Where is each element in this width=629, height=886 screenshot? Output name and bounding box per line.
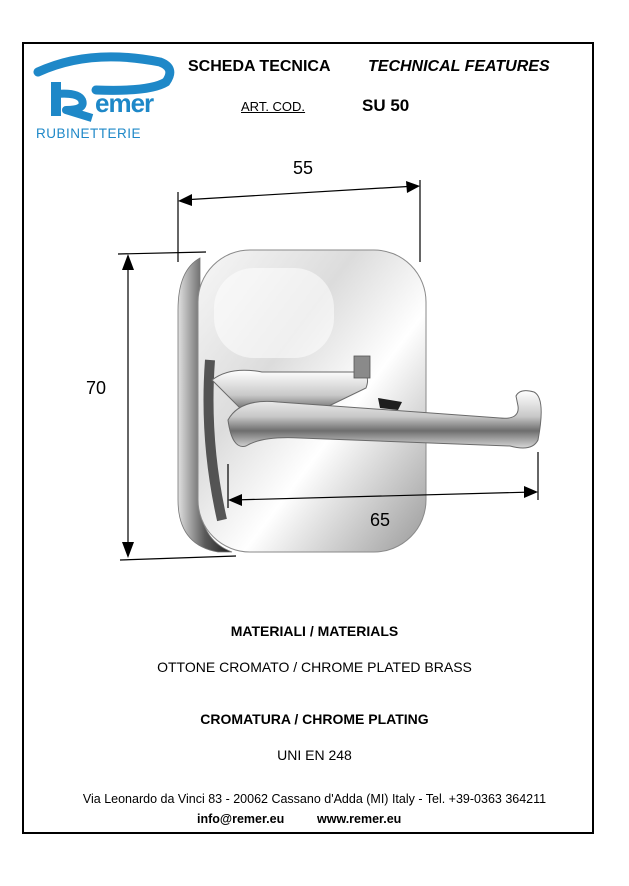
logo-subtitle: RUBINETTERIE [36,126,142,141]
title-english: TECHNICAL FEATURES [368,58,550,75]
article-code-value: SU 50 [362,96,410,115]
logo-brand-text: emer [95,88,154,118]
dimension-depth-label: 65 [370,510,391,530]
plating-heading: CROMATURA / CHROME PLATING [200,711,429,727]
company-website[interactable]: www.remer.eu [317,812,402,826]
article-code-label: ART. COD. [241,99,306,114]
title-italian: SCHEDA TECNICA [188,58,331,75]
materials-value: OTTONE CROMATO / CHROME PLATED BRASS [157,659,472,675]
company-address: Via Leonardo da Vinci 83 - 20062 Cassano d'Adda (MI) Italy - Tel. +39-0363 364211 [82,792,547,806]
company-email[interactable]: info@remer.eu [197,812,285,826]
plating-value: UNI EN 248 [277,747,352,763]
dimension-width-label: 55 [293,158,314,178]
materials-heading: MATERIALI / MATERIALS [230,623,399,639]
dimension-height-label: 70 [86,378,107,398]
